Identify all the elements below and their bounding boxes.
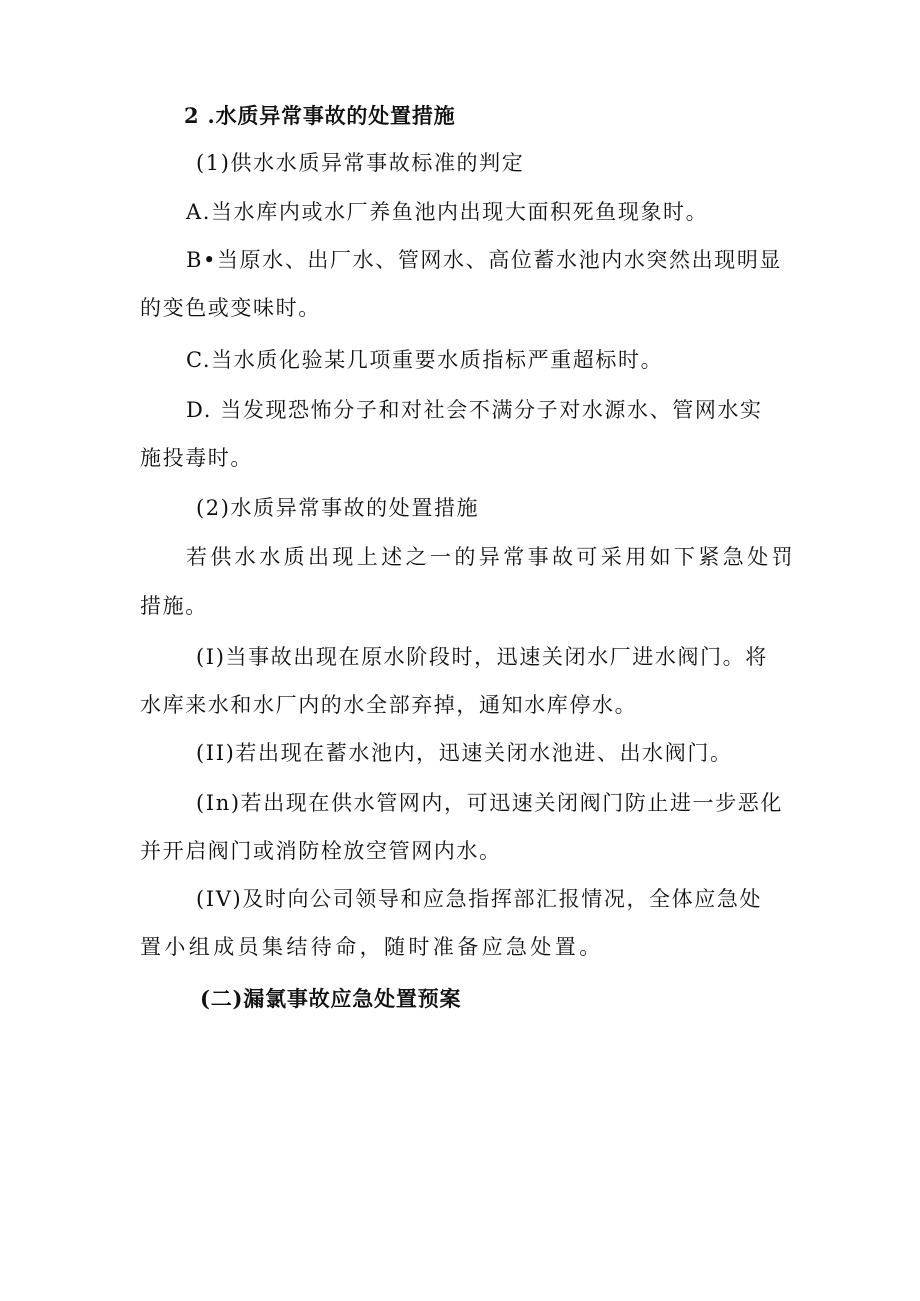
paragraph-item-d-line-2: 施投毒时。 [140, 446, 253, 470]
section-heading: 2 .水质异常事故的处置措施 [184, 103, 456, 128]
paragraph-item-b-line-2: 的变色或变味时。 [140, 296, 321, 320]
paragraph-intro-line-2: 措施。 [140, 594, 208, 618]
paragraph-step-4-line-2: 置小组成员集结待命，随时准备应急处置。 [140, 935, 604, 959]
paragraph-item-a: A.当水库内或水厂养鱼池内出现大面积死鱼现象时。 [186, 200, 709, 224]
paragraph-step-2: (II)若出现在蓄水池内，迅速关闭水池进、出水阀门。 [196, 741, 733, 765]
section-heading-leak: (二)漏氯事故应急处置预案 [200, 986, 462, 1011]
paragraph-intro-line-1: 若供水水质出现上述之一的异常事故可采用如下紧急处罚 [186, 545, 796, 569]
paragraph-step-4-line-1: (IV)及时向公司领导和应急指挥部汇报情况，全体应急处 [196, 887, 763, 911]
paragraph-item-c: C.当水质化验某几项重要水质指标严重超标时。 [186, 348, 664, 372]
paragraph-step-1-line-1: (I)当事故出现在原水阶段时，迅速关闭水厂进水阀门。将 [196, 645, 768, 669]
paragraph-item-b-line-1: B•当原水、出厂水、管网水、高位蓄水池内水突然出现明显 [186, 248, 783, 272]
subheading-2: (2)水质异常事故的处置措施 [196, 496, 480, 520]
paragraph-step-1-line-2: 水库来水和水厂内的水全部弃掉，通知水库停水。 [140, 693, 638, 717]
paragraph-step-3-line-1: (In)若出现在供水管网内，可迅速关闭阀门防止进一步恶化 [196, 791, 784, 815]
paragraph-item-d-line-1: D. 当发现恐怖分子和对社会不满分子对水源水、管网水实 [186, 398, 763, 422]
paragraph-step-3-line-2: 并开启阀门或消防栓放空管网内水。 [140, 839, 502, 863]
subheading-1: (1)供水水质异常事故标准的判定 [196, 151, 525, 175]
